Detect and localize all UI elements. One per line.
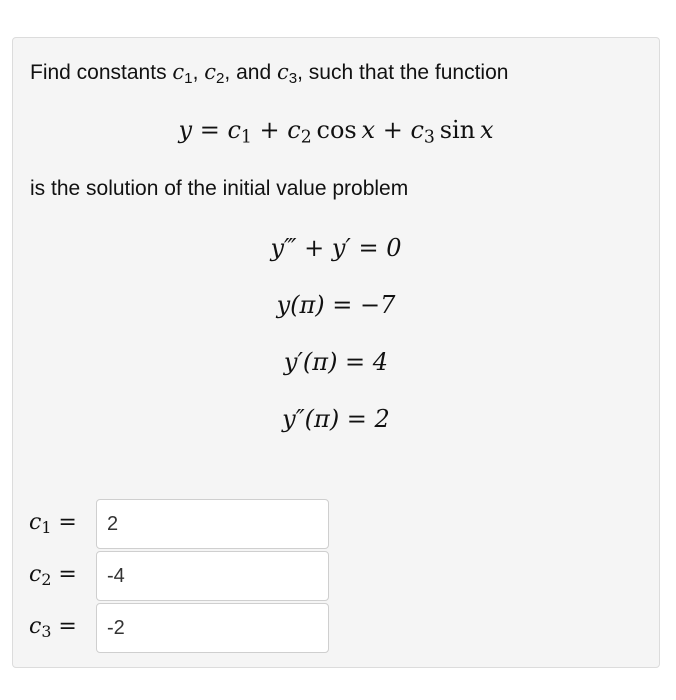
problem-intro: Find constants $c_1$, $c_2$, and $c_3$, such that the function (30, 60, 509, 87)
initial-condition-y-prime: y′(π) = 4 (283, 348, 389, 376)
function-equation: $y = c_1 + c_2$ $\cos x + c_3$ sin x (178, 116, 494, 148)
problem-middle-text: is the solution of the initial value problem (30, 177, 409, 200)
initial-condition-y-double-prime: y″(π) = 2 (282, 405, 390, 433)
differential-equation: y‴ + y′ = 0 (270, 234, 402, 262)
c2-input[interactable] (97, 552, 328, 600)
c1-answer-box[interactable] (96, 499, 329, 549)
c2-label: $c_2$ = (29, 562, 77, 589)
question-panel (12, 37, 660, 668)
c3-label: $c_3$ = (29, 614, 77, 641)
c1-label: $c_1$ = (29, 510, 77, 537)
c2-answer-box[interactable] (96, 551, 329, 601)
c3-input[interactable] (97, 604, 328, 652)
c1-input[interactable] (97, 500, 328, 548)
c3-answer-box[interactable] (96, 603, 329, 653)
initial-condition-y: y(π) = −7 (276, 291, 396, 319)
